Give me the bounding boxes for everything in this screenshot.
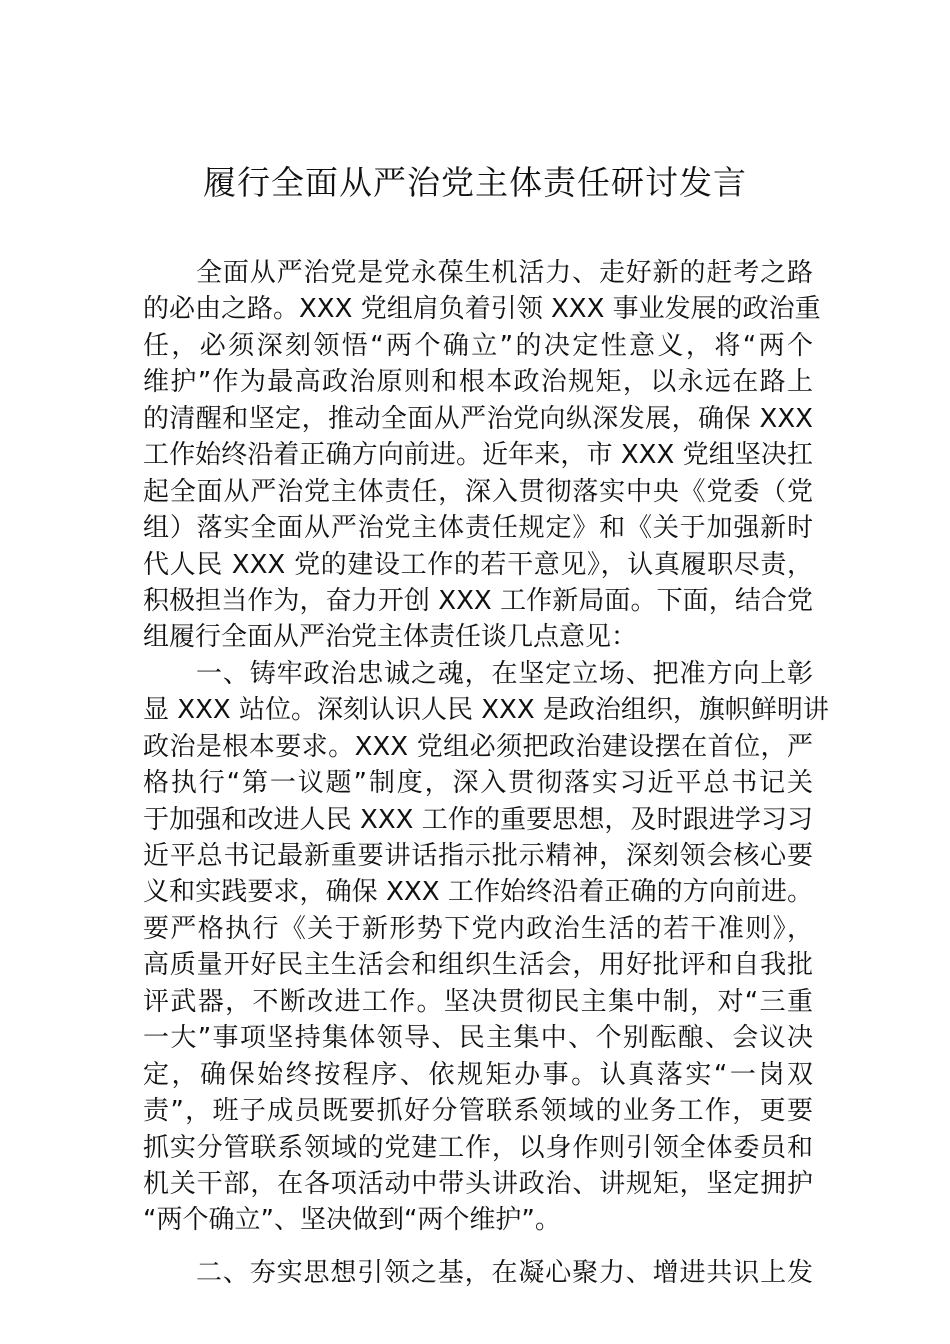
paragraph-line: 任，必须深刻领悟“两个确立”的决定性意义，将“两个 [143, 330, 813, 361]
paragraph-line: 代人民 XXX 党的建设工作的若干意见》，认真履职尽责， [143, 549, 813, 580]
paragraph-line: 显 XXX 站位。深刻认识人民 XXX 是政治组织，旗帜鲜明讲 [143, 695, 829, 726]
paragraph-line: 组）落实全面从严治党主体责任规定》和《关于加强新时 [143, 513, 813, 544]
paragraph-line: 定，确保始终按程序、依规矩办事。认真落实“一岗双 [143, 1059, 813, 1090]
paragraph-line: 全面从严治党是党永葆生机活力、走好新的赶考之路 [196, 258, 813, 288]
paragraph-line: 机关干部，在各项活动中带头讲政治、讲规矩，坚定拥护 [143, 1168, 813, 1199]
paragraph-line: 一大”事项坚持集体领导、民主集中、个别酝酿、会议决 [143, 1023, 813, 1054]
paragraph-line: 组履行全面从严治党主体责任谈几点意见： [143, 622, 638, 653]
section-heading-line: 二、夯实思想引领之基，在凝心聚力、增进共识上发 [196, 1257, 813, 1288]
paragraph-line: 起全面从严治党主体责任，深入贯彻落实中央《党委（党 [143, 476, 813, 507]
paragraph-line: 要严格执行《关于新形势下党内政治生活的若干准则》， [143, 913, 813, 944]
paragraph-line: 的清醒和坚定，推动全面从严治党向纵深发展，确保 XXX [143, 403, 813, 434]
paragraph-line: 工作始终沿着正确方向前进。近年来，市 XXX 党组坚决扛 [143, 440, 813, 471]
paragraph-line: 评武器，不断改进工作。坚决贯彻民主集中制，对“三重 [143, 986, 813, 1017]
paragraph-line: 抓实分管联系领域的党建工作，以身作则引领全体委员和 [143, 1132, 813, 1163]
paragraph-line: 维护”作为最高政治原则和根本政治规矩，以永远在路上 [143, 367, 813, 398]
document-body [143, 255, 829, 1291]
paragraph-line: 高质量开好民主生活会和组织生活会，用好批评和自我批 [143, 950, 813, 981]
section-heading-line: 一、铸牢政治忠诚之魂，在坚定立场、把准方向上彰 [196, 658, 813, 689]
paragraph-line: 近平总书记最新重要讲话指示批示精神，深刻领会核心要 [143, 841, 813, 871]
paragraph-line: 的必由之路。XXX 党组肩负着引领 XXX 事业发展的政治重 [143, 294, 821, 325]
document-title: 履行全面从严治党主体责任研讨发言 [203, 163, 747, 202]
paragraph-line: 义和实践要求，确保 XXX 工作始终沿着正确的方向前进。 [143, 877, 813, 908]
paragraph-line: 于加强和改进人民 XXX 工作的重要思想，及时跟进学习习 [143, 804, 813, 835]
paragraph-line: 积极担当作为，奋力开创 XXX 工作新局面。下面，结合党 [143, 585, 813, 616]
paragraph-line: “两个确立”、坚决做到“两个维护”。 [143, 1205, 561, 1236]
paragraph-line: 政治是根本要求。XXX 党组必须把政治建设摆在首位，严 [143, 731, 813, 762]
paragraph-line: 责”，班子成员既要抓好分管联系领域的业务工作，更要 [143, 1096, 813, 1127]
paragraph-line: 格执行“第一议题”制度，深入贯彻落实习近平总书记关 [143, 768, 813, 799]
